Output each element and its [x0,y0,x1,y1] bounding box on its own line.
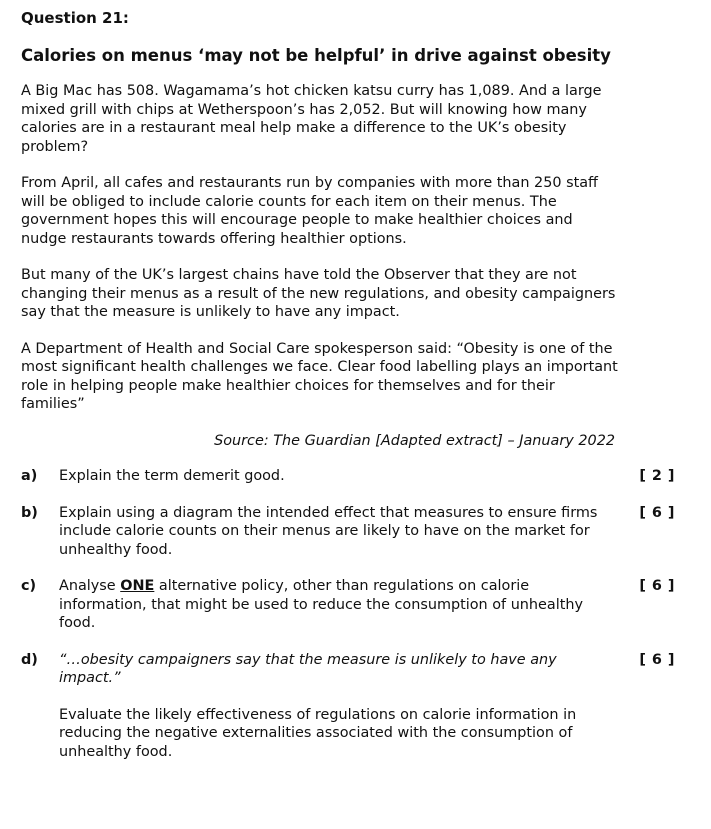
question-b-marks: [ 6 ] [639,504,675,521]
question-b [21,504,681,560]
question-c-emphasis: ONE [120,578,155,594]
question-c-letter: c) [21,578,37,594]
article-paragraph-3: But many of the UK’s largest chains have told the Observer that they are not changing their menus as a result of the new regulations, and obesity campaigners say that the measure is unlikely to have any impact. [21,267,616,320]
question-c-text [59,577,599,633]
question-a-letter: a) [21,468,38,484]
question-number: Question 21: [21,9,129,27]
question-d-marks: [ 6 ] [639,651,675,668]
question-b-letter: b) [21,504,38,521]
question-a [21,467,681,486]
question-c [21,577,681,633]
article-paragraph-1: A Big Mac has 508. Wagamama’s hot chicken katsu curry has 1,089. And a large mixed grill with chips at Wetherspoon’s has 2,052. But will knowing how many calories are in a restaurant meal help make a difference to the UK’s obesity problem? [21,83,602,155]
article-paragraph-2: From April, all cafes and restaurants run by companies with more than 250 staff will be obliged to include calorie counts for each item on their menus. The government hopes this will encourage people to make healthier choices and nudge restaurants towards offering healthier options. [21,175,598,247]
article-headline: Calories on menus ‘may not be helpful’ in drive against obesity [21,46,611,65]
article-paragraph-4: A Department of Health and Social Care spokesperson said: “Obesity is one of the most significant health challenges we face. Clear food labelling plays an important role in helping people make healthier choices for themselves and for their families” [21,340,618,412]
question-c-text-after: alternative policy, other than regulations on calorie information, that might be used to reduce the consumption of unhealthy food. [59,578,583,631]
question-c-marks: [ 6 ] [639,578,675,594]
exam-page [21,9,681,761]
question-d-followup: Evaluate the likely effectiveness of regulations on calorie information in reducing the negative externalities associated with the consumption of unhealthy food. [59,706,577,760]
question-a-text: Explain the term demerit good. [59,468,285,484]
question-a-marks: [ 2 ] [639,468,675,484]
question-c-text-before: Analyse [59,578,121,594]
question-d-letter: d) [21,651,38,668]
question-d-quote: “…obesity campaigners say that the measure is unlikely to have any impact.” [59,651,557,686]
article-source: Source: The Guardian [Adapted extract] – January 2022 [214,432,615,449]
question-d [21,651,681,688]
question-b-text: Explain using a diagram the intended effect that measures to ensure firms include calorie counts on their menus are likely to have on the market for unhealthy food. [59,504,598,558]
